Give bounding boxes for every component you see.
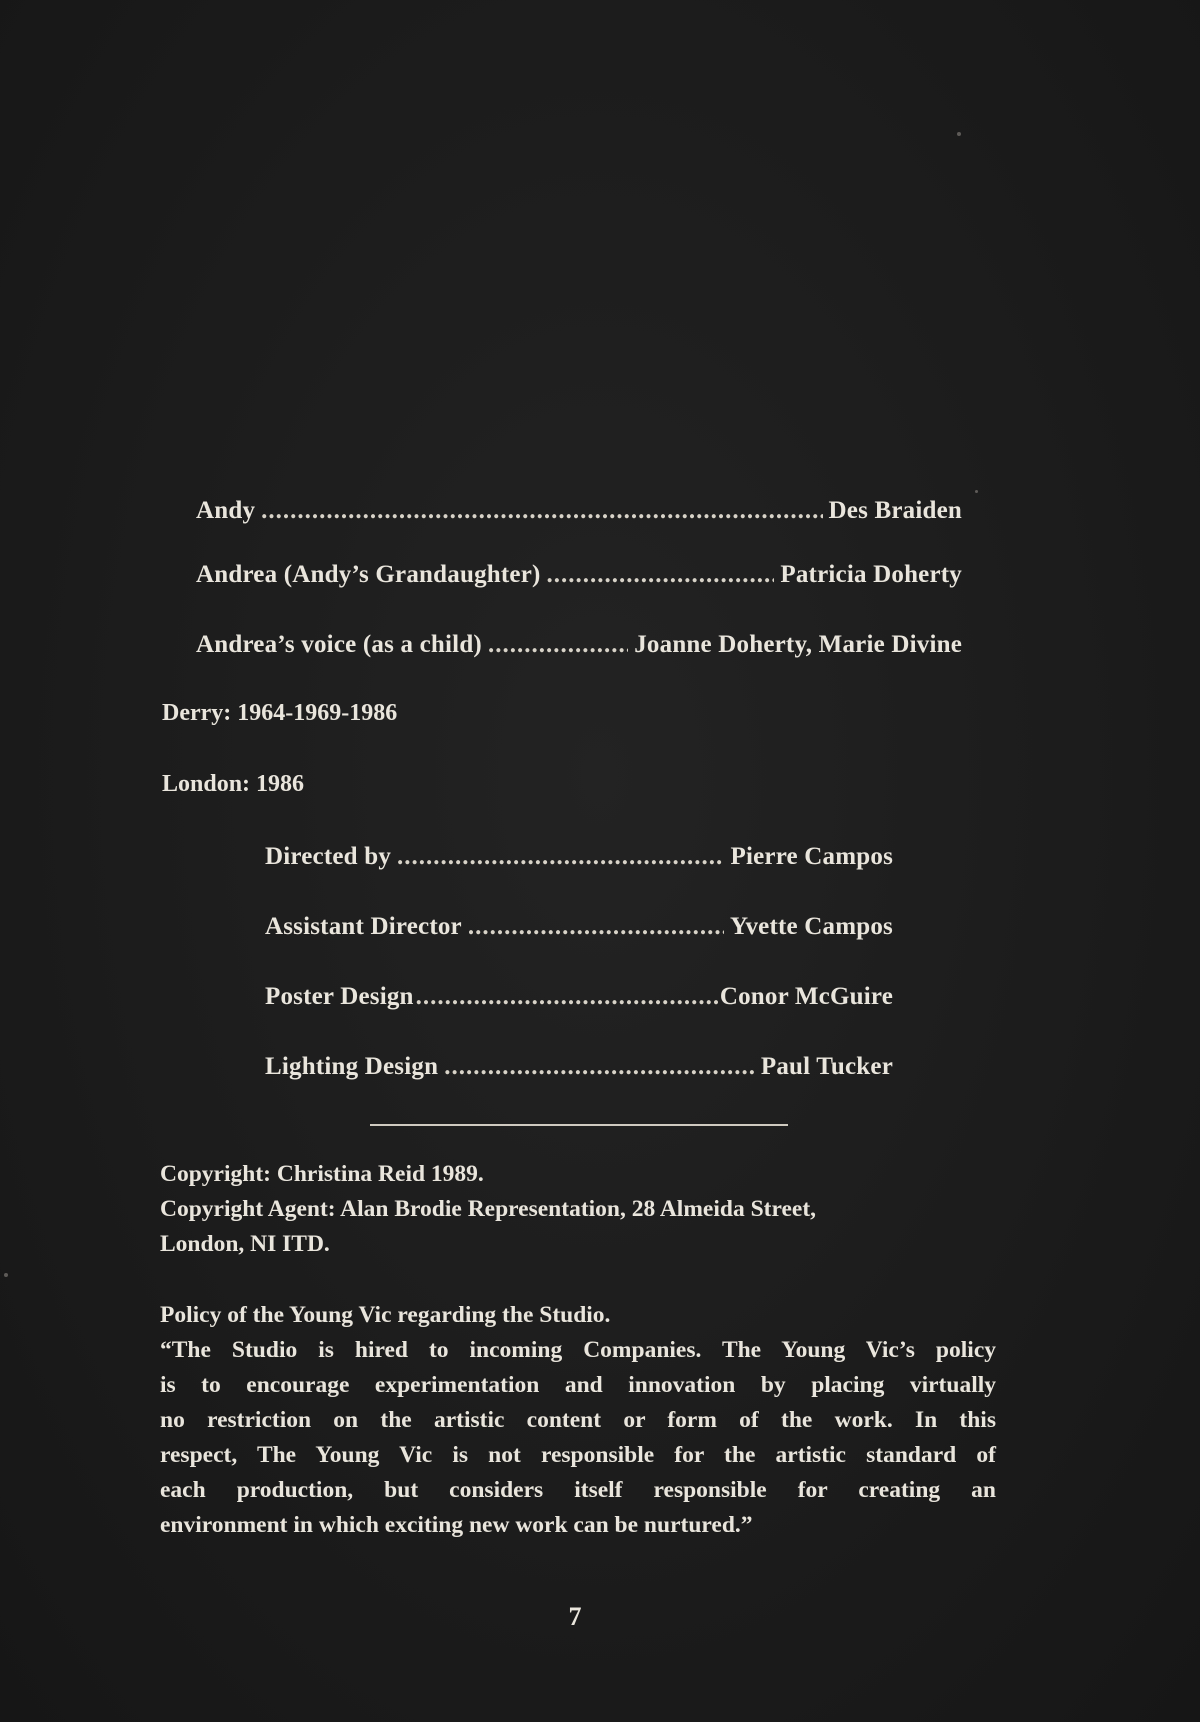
crew-name: Conor McGuire [719,983,893,1010]
crew-row-director [265,843,893,871]
crew-row-lighting-design [265,1053,893,1081]
paper-speck [4,1273,8,1277]
crew-role: Poster Design [265,983,414,1010]
dot-leader [444,1053,755,1081]
crew-name: Pierre Campos [730,843,893,870]
policy-line: each production, but considers itself responsible for creating an [160,1477,996,1503]
setting-derry: Derry: 1964-1969-1986 [162,700,398,726]
crew-row-poster-design [265,983,893,1011]
policy-heading-block [160,1298,996,1333]
section-divider [370,1124,788,1126]
cast-row-andreas-voice [196,631,962,659]
dot-leader [547,561,775,589]
cast-actor: Patricia Doherty [780,561,962,588]
cast-role: Andrea (Andy’s Grandaughter) [196,561,541,588]
setting-london: London: 1986 [162,771,305,797]
copyright-line: Copyright: Christina Reid 1989. [160,1161,484,1187]
dot-leader [488,631,628,659]
crew-role: Lighting Design [265,1053,439,1080]
paper-speck [957,132,961,136]
page-number: 7 [568,1602,582,1631]
cast-role: Andrea’s voice (as a child) [196,631,482,658]
crew-role: Directed by [265,843,392,870]
cast-actor: Des Braiden [828,497,962,524]
crew-name: Yvette Campos [730,913,893,940]
copyright-line: Copyright Agent: Alan Brodie Representation, 28 Almeida Street, [160,1196,817,1222]
policy-line: is to encourage experimentation and innovation by placing virtually [160,1372,996,1398]
copyright-line: London, NI ITD. [160,1231,330,1257]
crew-role: Assistant Director [265,913,462,940]
dot-leader [416,983,718,1011]
policy-line: “The Studio is hired to incoming Companies. The Young Vic’s policy [160,1337,996,1363]
policy-line: no restriction on the artistic content or form of the work. In this [160,1407,996,1433]
policy-heading: Policy of the Young Vic regarding the Studio. [160,1302,611,1328]
dot-leader [397,843,724,871]
copyright-block [160,1157,996,1262]
paper-speck [975,490,978,493]
cast-actor: Joanne Doherty, Marie Divine [634,631,962,658]
dot-leader [261,497,822,525]
cast-row-andrea [196,561,962,589]
policy-text [160,1333,996,1543]
cast-row-andy [196,497,962,525]
policy-line: respect, The Young Vic is not responsible for the artistic standard of [160,1442,996,1468]
policy-line: environment in which exciting new work can be nurtured.” [160,1512,753,1538]
dot-leader [468,913,724,941]
cast-role: Andy [196,497,256,524]
crew-name: Paul Tucker [760,1053,893,1080]
crew-row-assistant-director [265,913,893,941]
